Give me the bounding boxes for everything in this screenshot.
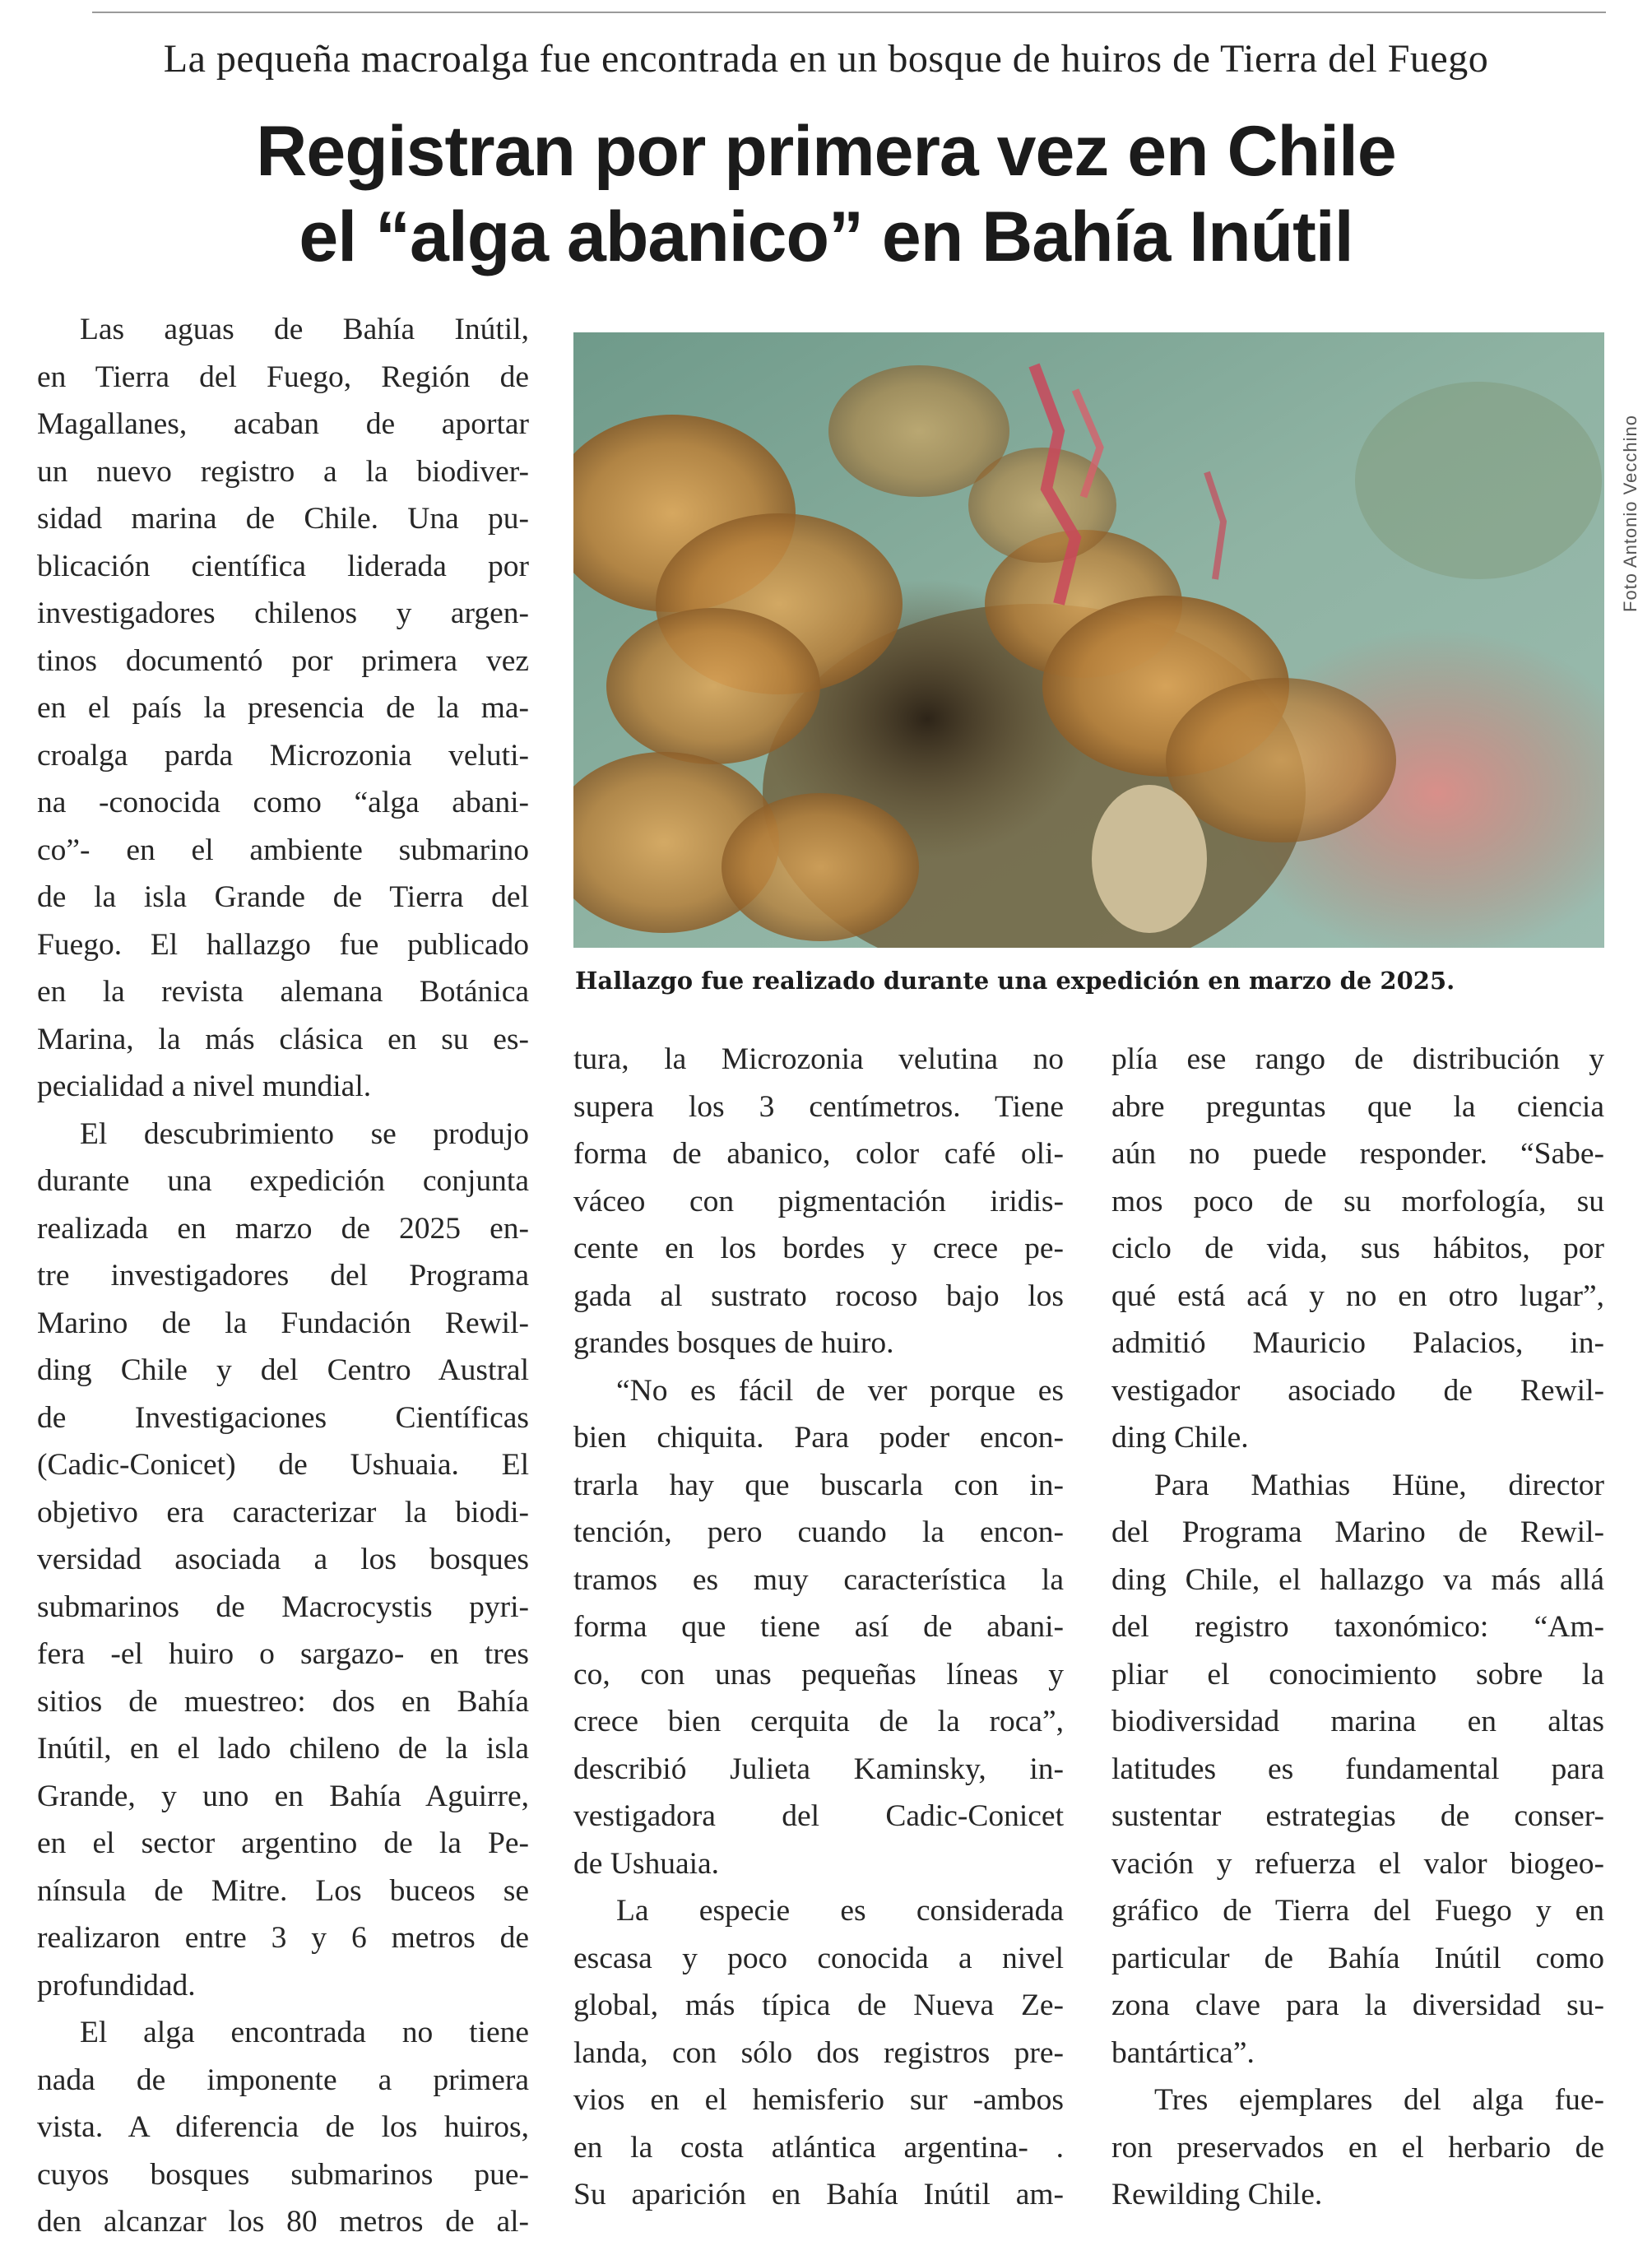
text-line: submarinos de Macrocystis pyri- — [37, 1589, 529, 1624]
text-line: de Investigaciones Científicas — [37, 1400, 529, 1435]
text-line: aún no puede responder. “Sabe- — [1111, 1137, 1604, 1171]
text-line: en Tierra del Fuego, Región de — [37, 360, 529, 394]
text-line: versidad asociada a los bosques — [37, 1543, 529, 1576]
text-line: sustentar estrategias de conser- — [1111, 1799, 1604, 1833]
photo-credit: Foto Antonio Vecchino — [1620, 415, 1640, 612]
text-line: realizaron entre 3 y 6 metros de — [37, 1921, 529, 1955]
headline-line-1: Registran por primera vez en Chile — [256, 112, 1396, 191]
text-line: de la isla Grande de Tierra del — [37, 880, 529, 914]
text-line: fera -el huiro o sargazo- en tres — [37, 1637, 529, 1671]
text-line: (Cadic-Conicet) de Ushuaia. El — [37, 1448, 529, 1482]
text-line: en la revista alemana Botánica — [37, 975, 529, 1009]
text-line: escasa y poco conocida a nivel — [573, 1941, 1064, 1975]
text-line: landa, con sólo dos registros pre- — [573, 2035, 1064, 2070]
text-line: Tres ejemplares del alga fue- — [1154, 2083, 1604, 2117]
text-line: plía ese rango de distribución y — [1111, 1042, 1604, 1076]
text-line: vista. A diferencia de los huiros, — [37, 2110, 529, 2144]
text-line: Magallanes, acaban de aportar — [37, 407, 529, 441]
text-line: en la costa atlántica argentina- . — [573, 2130, 1064, 2165]
top-rule — [92, 12, 1606, 13]
text-line: ciclo de vida, sus hábitos, por — [1111, 1232, 1604, 1265]
text-line: crece bien cerquita de la roca”, — [573, 1705, 1064, 1738]
text-line: mos poco de su morfología, su — [1111, 1184, 1604, 1218]
article-column-1 — [37, 306, 529, 2246]
text-line: tención, pero cuando la encon- — [573, 1515, 1064, 1549]
text-line: trarla hay que buscarla con in- — [573, 1468, 1064, 1502]
text-line: Fuego. El hallazgo fue publicado — [37, 927, 529, 962]
text-line: Para Mathias Hüne, director — [1154, 1468, 1604, 1502]
text-line: zona clave para la diversidad su- — [1111, 1988, 1604, 2022]
article-column-2 — [573, 1036, 1064, 2219]
text-line: vios en el hemisferio sur -ambos — [573, 2083, 1064, 2117]
text-line: sidad marina de Chile. Una pu- — [37, 502, 529, 536]
text-line: bien chiquita. Para poder encon- — [573, 1421, 1064, 1455]
kelp-forest-photo — [573, 332, 1604, 948]
text-line: tramos es muy característica la — [573, 1562, 1064, 1597]
text-line: gada al sustrato rocoso bajo los — [573, 1278, 1064, 1313]
text-line: tre investigadores del Programa — [37, 1259, 529, 1292]
text-line: El alga encontrada no tiene — [80, 2016, 529, 2049]
text-line: describió Julieta Kaminsky, in- — [573, 1752, 1064, 1786]
seaweed-photo-illustration — [573, 332, 1604, 948]
text-line: pliar el conocimiento sobre la — [1111, 1657, 1604, 1691]
text-line: Inútil, en el lado chileno de la isla — [37, 1732, 529, 1766]
text-line: Grande, y uno en Bahía Aguirre, — [37, 1779, 529, 1813]
text-line: co”- en el ambiente submarino — [37, 833, 529, 867]
text-line: nínsula de Mitre. Los buceos se — [37, 1873, 529, 1908]
text-line: vestigadora del Cadic-Conicet — [573, 1799, 1064, 1833]
text-line: realizada en marzo de 2025 en- — [37, 1211, 529, 1246]
kicker: La pequeña macroalga fue encontrada en un bosque de huiros de Tierra del Fuego — [163, 37, 1489, 81]
text-line: abre preguntas que la ciencia — [1111, 1089, 1604, 1124]
text-line: sitios de muestreo: dos en Bahía — [37, 1684, 529, 1719]
text-line: croalga parda Microzonia veluti- — [37, 738, 529, 773]
text-line: tinos documentó por primera vez — [37, 643, 529, 678]
text-line: en el país la presencia de la ma- — [37, 691, 529, 725]
text-line: global, más típica de Nueva Ze- — [573, 1988, 1064, 2022]
text-line: particular de Bahía Inútil como — [1111, 1941, 1604, 1975]
text-line: bantártica”. — [1111, 2035, 1255, 2070]
text-line: vestigador asociado de Rewil- — [1111, 1373, 1604, 1408]
text-line: del registro taxonómico: “Am- — [1111, 1610, 1604, 1644]
text-line: del Programa Marino de Rewil- — [1111, 1515, 1604, 1549]
text-line: ding Chile y del Centro Austral — [37, 1353, 529, 1387]
text-line: El descubrimiento se produjo — [80, 1116, 529, 1151]
text-line: nada de imponente a primera — [37, 2063, 529, 2097]
text-line: den alcanzar los 80 metros de al- — [37, 2205, 529, 2239]
text-line: un nuevo registro a la biodiver- — [37, 454, 529, 489]
text-line: durante una expedición conjunta — [37, 1164, 529, 1198]
text-line: “No es fácil de ver porque es — [616, 1373, 1064, 1408]
text-line: blicación científica liderada por — [37, 549, 529, 583]
text-line: Las aguas de Bahía Inútil, — [80, 313, 529, 346]
text-line: profundidad. — [37, 1968, 196, 2002]
text-line: forma que tiene así de abani- — [573, 1610, 1064, 1644]
text-line: co, con unas pequeñas líneas y — [573, 1657, 1064, 1691]
text-line: cente en los bordes y crece pe- — [573, 1232, 1064, 1265]
text-line: admitió Mauricio Palacios, in- — [1111, 1326, 1604, 1360]
text-line: investigadores chilenos y argen- — [37, 596, 529, 630]
text-line: vación y refuerza el valor biogeo- — [1111, 1846, 1604, 1881]
text-line: objetivo era caracterizar la biodi- — [37, 1495, 529, 1529]
photo-caption: Hallazgo fue realizado durante una expedición en marzo de 2025. — [575, 967, 1455, 995]
text-line: Marino de la Fundación Rewil- — [37, 1306, 529, 1340]
text-line: qué está acá y no en otro lugar”, — [1111, 1278, 1604, 1313]
article-column-3 — [1111, 1036, 1604, 2219]
text-line: Marina, la más clásica en su es- — [37, 1022, 529, 1056]
text-line: grandes bosques de huiro. — [573, 1326, 894, 1360]
text-line: ding Chile, el hallazgo va más allá — [1111, 1562, 1604, 1597]
text-line: de Ushuaia. — [573, 1846, 720, 1881]
text-line: Rewilding Chile. — [1111, 2178, 1323, 2211]
headline — [49, 109, 1603, 280]
text-line: na -conocida como “alga abani- — [37, 786, 529, 819]
text-line: váceo con pigmentación iridis- — [573, 1184, 1064, 1218]
text-line: supera los 3 centímetros. Tiene — [573, 1089, 1064, 1124]
text-line: pecialidad a nivel mundial. — [37, 1070, 372, 1103]
text-line: biodiversidad marina en altas — [1111, 1705, 1604, 1738]
text-line: ron preservados en el herbario de — [1111, 2130, 1604, 2165]
text-line: Su aparición en Bahía Inútil am- — [573, 2178, 1064, 2211]
text-line: cuyos bosques submarinos pue- — [37, 2157, 529, 2192]
text-line: gráfico de Tierra del Fuego y en — [1111, 1894, 1604, 1928]
text-line: tura, la Microzonia velutina no — [573, 1042, 1064, 1076]
text-line: La especie es considerada — [616, 1894, 1064, 1928]
text-line: latitudes es fundamental para — [1111, 1752, 1604, 1786]
text-line: en el sector argentino de la Pe- — [37, 1826, 529, 1860]
headline-line-2: el “alga abanico” en Bahía Inútil — [299, 197, 1353, 276]
text-line: ding Chile. — [1111, 1421, 1249, 1455]
text-line: forma de abanico, color café oli- — [573, 1137, 1064, 1171]
